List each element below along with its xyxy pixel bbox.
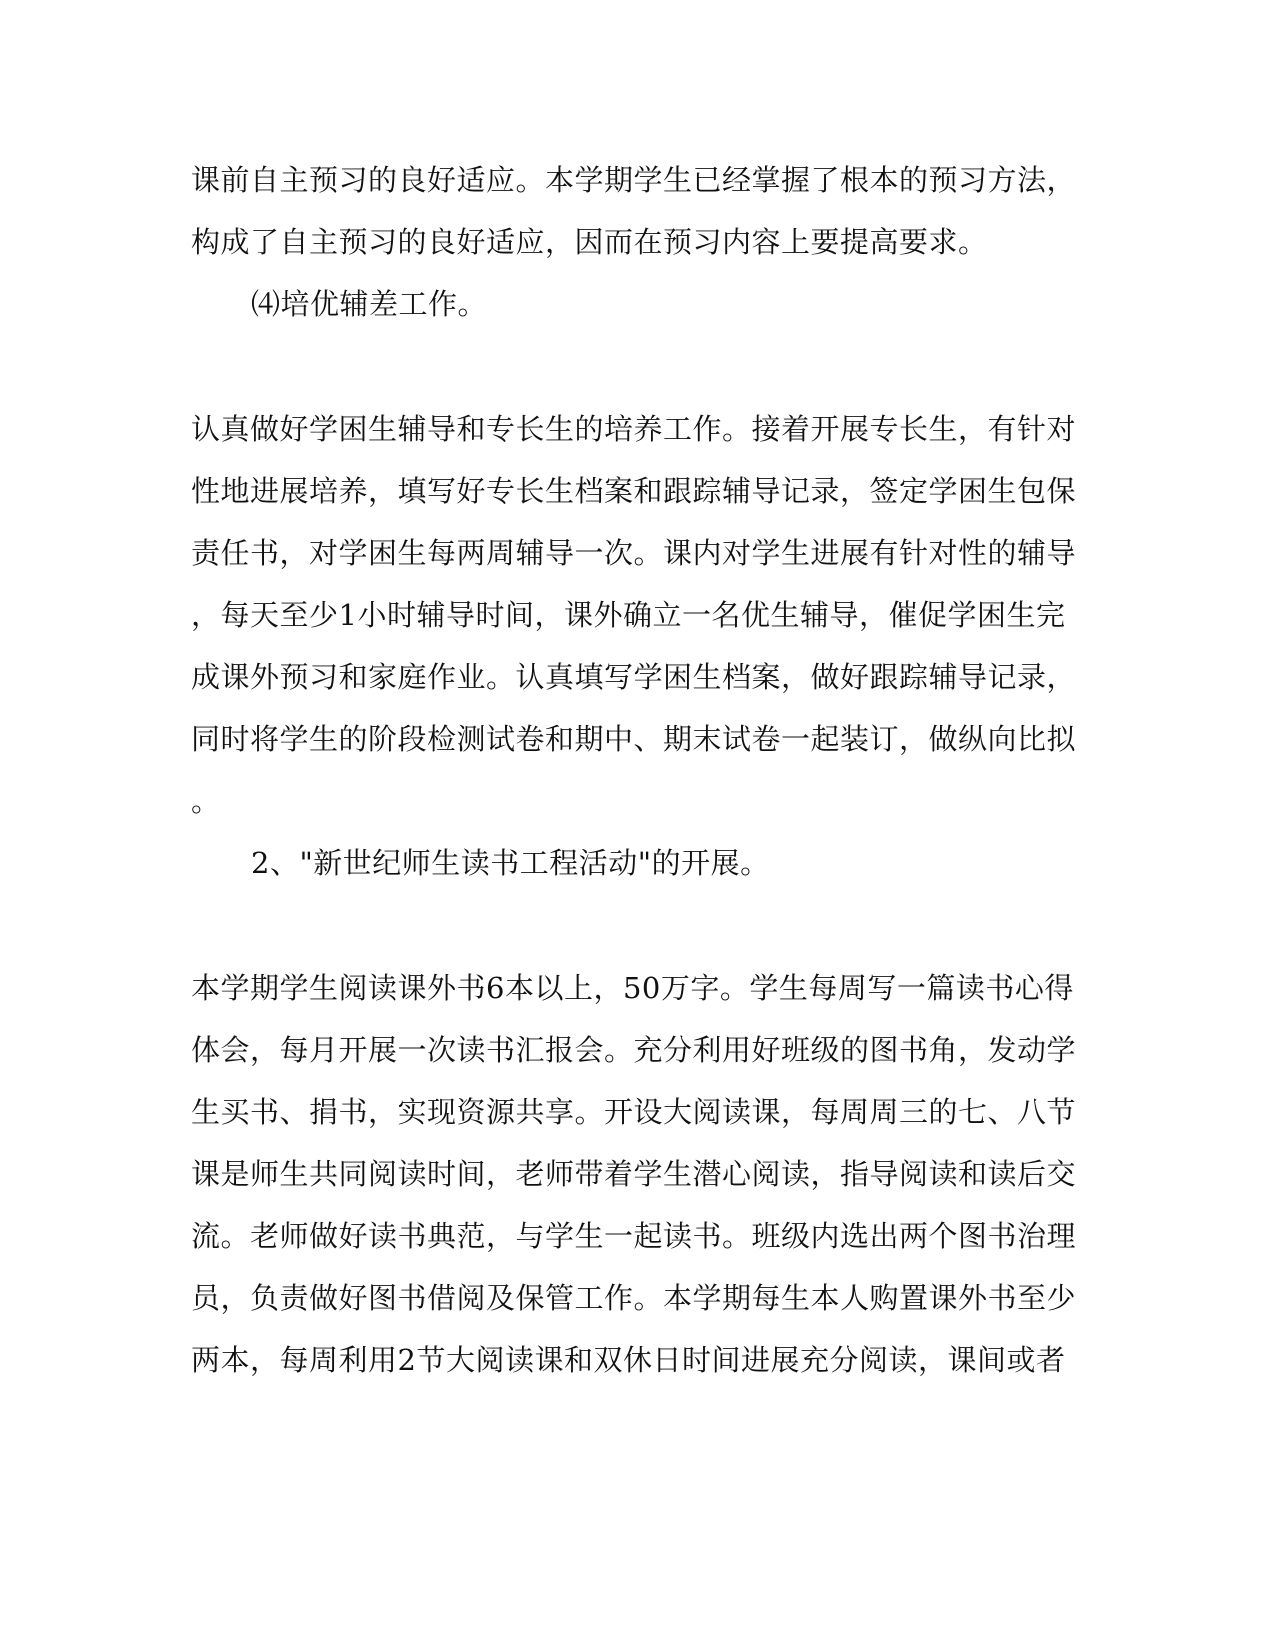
text-line: 员，负责做好图书借阅及保管工作。本学期每生本人购置课外书至少 [191,1281,1077,1315]
text-line: 性地进展培养，填写好专长生档案和跟踪辅导记录，签定学困生包保 [191,474,1077,508]
section-heading: 2、"新世纪师生读书工程活动"的开展。 [251,846,770,880]
text-line: 两本，每周利用2节大阅读课和双休日时间进展充分阅读，课间或者 [191,1343,1066,1377]
text-line: 责任书，对学困生每两周辅导一次。课内对学生进展有针对性的辅导 [191,536,1077,570]
text-line: 构成了自主预习的良好适应，因而在预习内容上要提高要求。 [191,225,988,259]
text-line: 课是师生共同阅读时间，老师带着学生潜心阅读，指导阅读和读后交 [191,1157,1077,1191]
text-line: ，每天至少1小时辅导时间，课外确立一名优生辅导，催促学困生完 [191,598,1066,632]
text-line: 。 [191,784,221,818]
text-line: 本学期学生阅读课外书6本以上，50万字。学生每周写一篇读书心得 [191,971,1074,1005]
section-heading: ⑷培优辅差工作。 [251,287,488,321]
text-line: 认真做好学困生辅导和专长生的培养工作。接着开展专长生，有针对 [191,412,1077,446]
text-line: 同时将学生的阶段检测试卷和期中、期末试卷一起装订，做纵向比拟 [191,722,1077,756]
text-line: 课前自主预习的良好适应。本学期学生已经掌握了根本的预习方法， [191,163,1077,197]
text-line: 体会，每月开展一次读书汇报会。充分利用好班级的图书角，发动学 [191,1033,1077,1067]
text-line: 成课外预习和家庭作业。认真填写学困生档案，做好跟踪辅导记录， [191,660,1077,694]
text-line: 流。老师做好读书典范，与学生一起读书。班级内选出两个图书治理 [191,1219,1077,1253]
text-line: 生买书、捐书，实现资源共享。开设大阅读课，每周周三的七、八节 [191,1095,1077,1129]
